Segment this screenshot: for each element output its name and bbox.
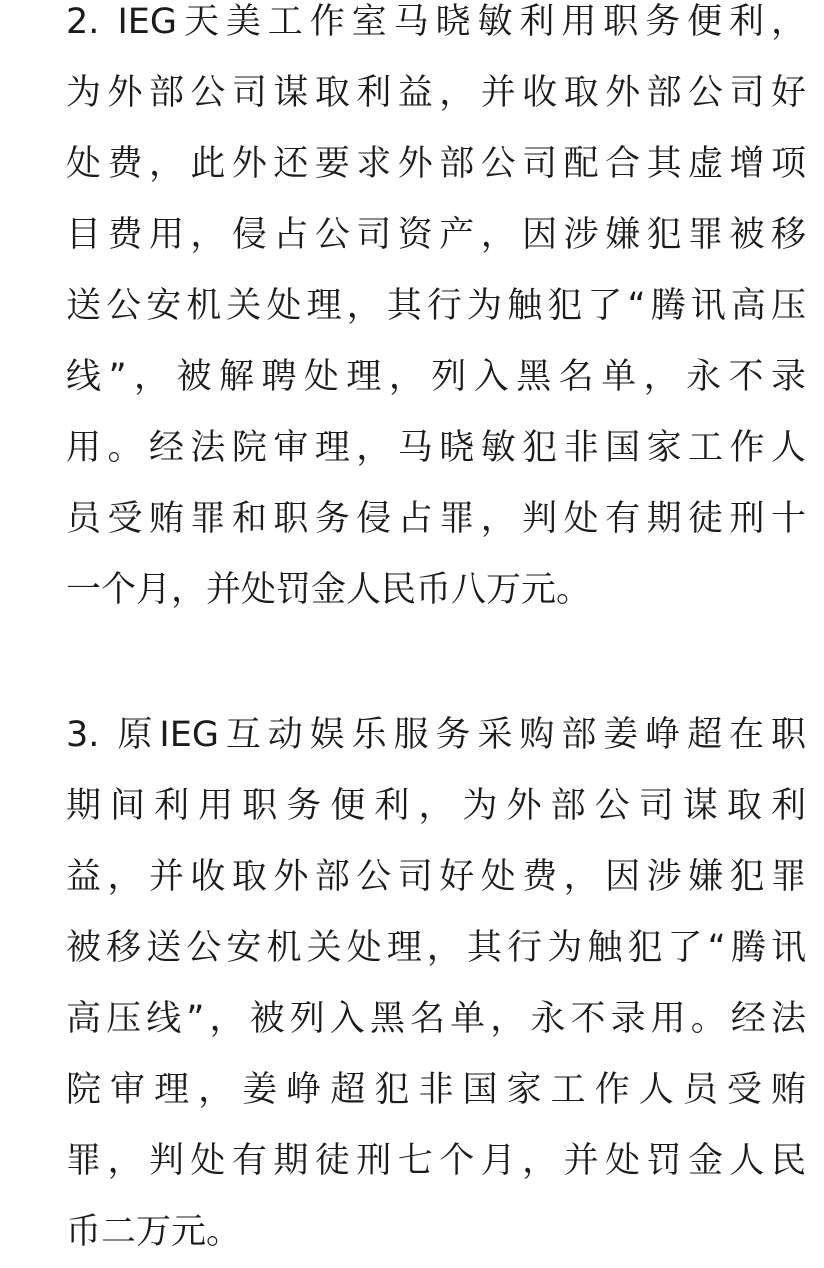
text-line: 处费，此外还要求外部公司配合其虚增项 [66, 144, 806, 184]
text-line: 高压线”，被列入黑名单，永不录用。经法 [66, 999, 806, 1039]
paragraph-item-3 [66, 700, 806, 1268]
text-line: 被移送公安机关处理，其行为触犯了“腾讯 [66, 928, 806, 968]
paragraph-item-2 [66, 0, 806, 626]
text-line: 一个月，并处罚金人民币八万元。 [66, 570, 592, 610]
text-line: 3. 原IEG互动娱乐服务采购部姜峥超在职 [66, 715, 806, 755]
text-line: 送公安机关处理，其行为触犯了“腾讯高压 [66, 286, 806, 326]
text-line: 院审理，姜峥超犯非国家工作人员受贿 [66, 1070, 806, 1110]
text-line: 目费用，侵占公司资产，因涉嫌犯罪被移 [66, 215, 806, 255]
text-line: 期间利用职务便利，为外部公司谋取利 [66, 786, 806, 826]
text-line: 为外部公司谋取利益，并收取外部公司好 [66, 73, 806, 113]
text-line: 罪，判处有期徒刑七个月，并处罚金人民 [66, 1141, 806, 1181]
text-line: 线”，被解聘处理，列入黑名单，永不录 [66, 357, 806, 397]
article-body [66, 0, 806, 1268]
text-line: 益，并收取外部公司好处费，因涉嫌犯罪 [66, 857, 806, 897]
paragraph-spacer [66, 626, 806, 700]
text-line: 2. IEG天美工作室马晓敏利用职务便利， [66, 2, 806, 42]
text-line: 员受贿罪和职务侵占罪，判处有期徒刑十 [66, 499, 806, 539]
text-line: 币二万元。 [66, 1212, 242, 1252]
text-line: 用。经法院审理，马晓敏犯非国家工作人 [66, 428, 806, 468]
